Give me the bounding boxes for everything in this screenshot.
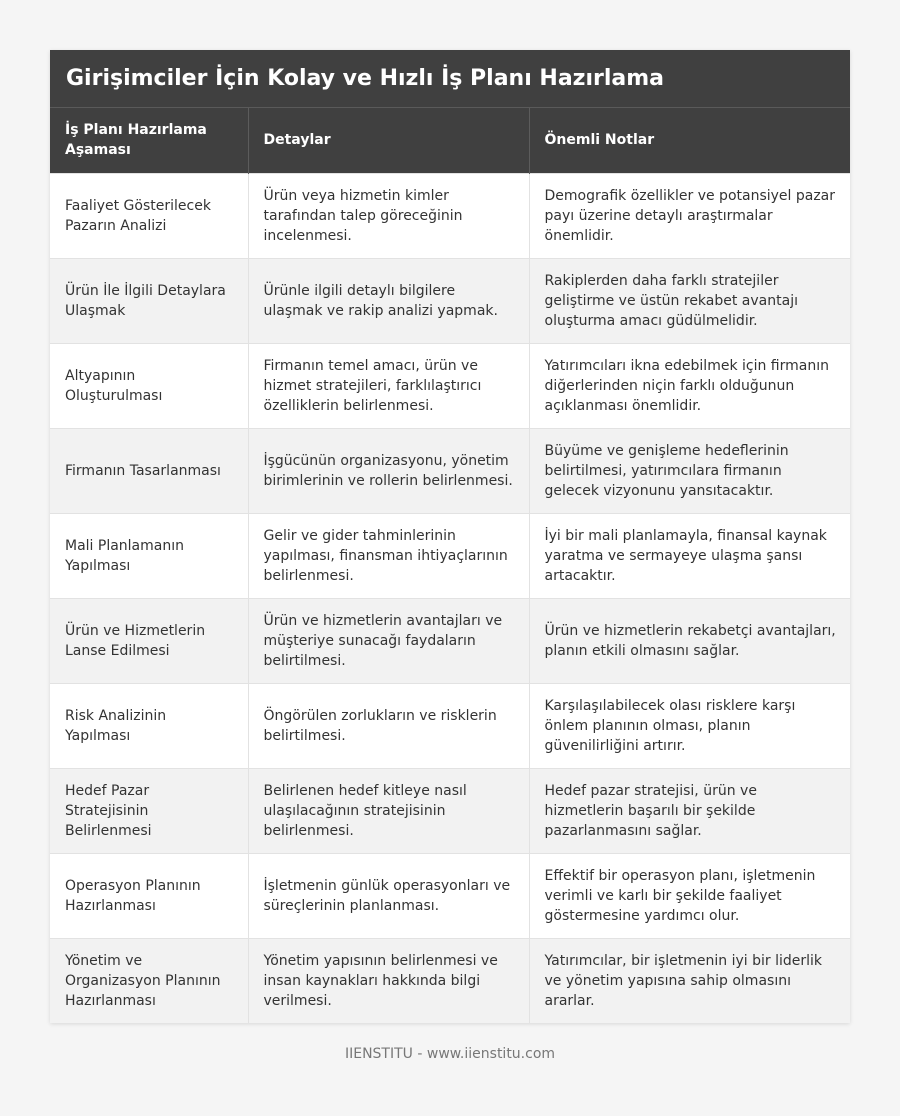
notes-cell: Yatırımcıları ikna edebilmek için firmanın diğerlerinden niçin farklı olduğunun açıklanması önemlidir. bbox=[529, 343, 850, 428]
details-cell: Firmanın temel amacı, ürün ve hizmet stratejileri, farklılaştırıcı özelliklerin belirlenmesi. bbox=[248, 343, 529, 428]
table-row bbox=[50, 258, 850, 343]
stage-cell: Yönetim ve Organizasyon Planının Hazırlanması bbox=[50, 938, 248, 1023]
details-cell: Yönetim yapısının belirlenmesi ve insan kaynakları hakkında bilgi verilmesi. bbox=[248, 938, 529, 1023]
notes-cell: Effektif bir operasyon planı, işletmenin verimli ve karlı bir şekilde faaliyet göstermesine yardımcı olur. bbox=[529, 853, 850, 938]
details-cell: Gelir ve gider tahminlerinin yapılması, finansman ihtiyaçlarının belirlenmesi. bbox=[248, 513, 529, 598]
notes-cell: Rakiplerden daha farklı stratejiler geliştirme ve üstün rekabet avantajı oluşturma amacı güdülmelidir. bbox=[529, 258, 850, 343]
stage-cell: Ürün İle İlgili Detaylara Ulaşmak bbox=[50, 258, 248, 343]
stage-cell: Mali Planlamanın Yapılması bbox=[50, 513, 248, 598]
content-card bbox=[50, 50, 850, 1023]
notes-cell: Karşılaşılabilecek olası risklere karşı önlem planının olması, planın güvenilirliğini artırır. bbox=[529, 683, 850, 768]
notes-cell: Yatırımcılar, bir işletmenin iyi bir liderlik ve yönetim yapısına sahip olmasını ararlar. bbox=[529, 938, 850, 1023]
header-cell-details: Detaylar bbox=[248, 108, 529, 173]
table-row bbox=[50, 173, 850, 258]
header-cell-stage: İş Planı Hazırlama Aşaması bbox=[50, 108, 248, 173]
table-row bbox=[50, 513, 850, 598]
header-row bbox=[50, 108, 850, 173]
table-body bbox=[50, 173, 850, 1023]
details-cell: Belirlenen hedef kitleye nasıl ulaşılacağının stratejisinin belirlenmesi. bbox=[248, 768, 529, 853]
notes-cell: İyi bir mali planlamayla, finansal kaynak yaratma ve sermayeye ulaşma şansı artacaktır. bbox=[529, 513, 850, 598]
page-title: Girişimciler İçin Kolay ve Hızlı İş Planı Hazırlama bbox=[50, 50, 850, 108]
table-row bbox=[50, 938, 850, 1023]
table-row bbox=[50, 853, 850, 938]
table-row bbox=[50, 598, 850, 683]
details-cell: İşletmenin günlük operasyonları ve süreçlerinin planlanması. bbox=[248, 853, 529, 938]
header-cell-notes: Önemli Notlar bbox=[529, 108, 850, 173]
notes-cell: Demografik özellikler ve potansiyel pazar payı üzerine detaylı araştırmalar önemlidir. bbox=[529, 173, 850, 258]
details-cell: Öngörülen zorlukların ve risklerin belirtilmesi. bbox=[248, 683, 529, 768]
business-plan-table bbox=[50, 108, 850, 1023]
stage-cell: Faaliyet Gösterilecek Pazarın Analizi bbox=[50, 173, 248, 258]
table-header bbox=[50, 108, 850, 173]
details-cell: Ürün veya hizmetin kimler tarafından talep göreceğinin incelenmesi. bbox=[248, 173, 529, 258]
table-row bbox=[50, 428, 850, 513]
table-row bbox=[50, 683, 850, 768]
notes-cell: Hedef pazar stratejisi, ürün ve hizmetlerin başarılı bir şekilde pazarlanmasını sağlar. bbox=[529, 768, 850, 853]
stage-cell: Operasyon Planının Hazırlanması bbox=[50, 853, 248, 938]
details-cell: Ürünle ilgili detaylı bilgilere ulaşmak ve rakip analizi yapmak. bbox=[248, 258, 529, 343]
table-row bbox=[50, 343, 850, 428]
stage-cell: Hedef Pazar Stratejisinin Belirlenmesi bbox=[50, 768, 248, 853]
table-row bbox=[50, 768, 850, 853]
footer-credit: IIENSTITU - www.iienstitu.com bbox=[344, 1046, 556, 1062]
stage-cell: Firmanın Tasarlanması bbox=[50, 428, 248, 513]
stage-cell: Ürün ve Hizmetlerin Lanse Edilmesi bbox=[50, 598, 248, 683]
stage-cell: Risk Analizinin Yapılması bbox=[50, 683, 248, 768]
notes-cell: Büyüme ve genişleme hedeflerinin belirtilmesi, yatırımcılara firmanın gelecek vizyonunu yansıtacaktır. bbox=[529, 428, 850, 513]
details-cell: Ürün ve hizmetlerin avantajları ve müşteriye sunacağı faydaların belirtilmesi. bbox=[248, 598, 529, 683]
details-cell: İşgücünün organizasyonu, yönetim birimlerinin ve rollerin belirlenmesi. bbox=[248, 428, 529, 513]
notes-cell: Ürün ve hizmetlerin rekabetçi avantajları, planın etkili olmasını sağlar. bbox=[529, 598, 850, 683]
stage-cell: Altyapının Oluşturulması bbox=[50, 343, 248, 428]
